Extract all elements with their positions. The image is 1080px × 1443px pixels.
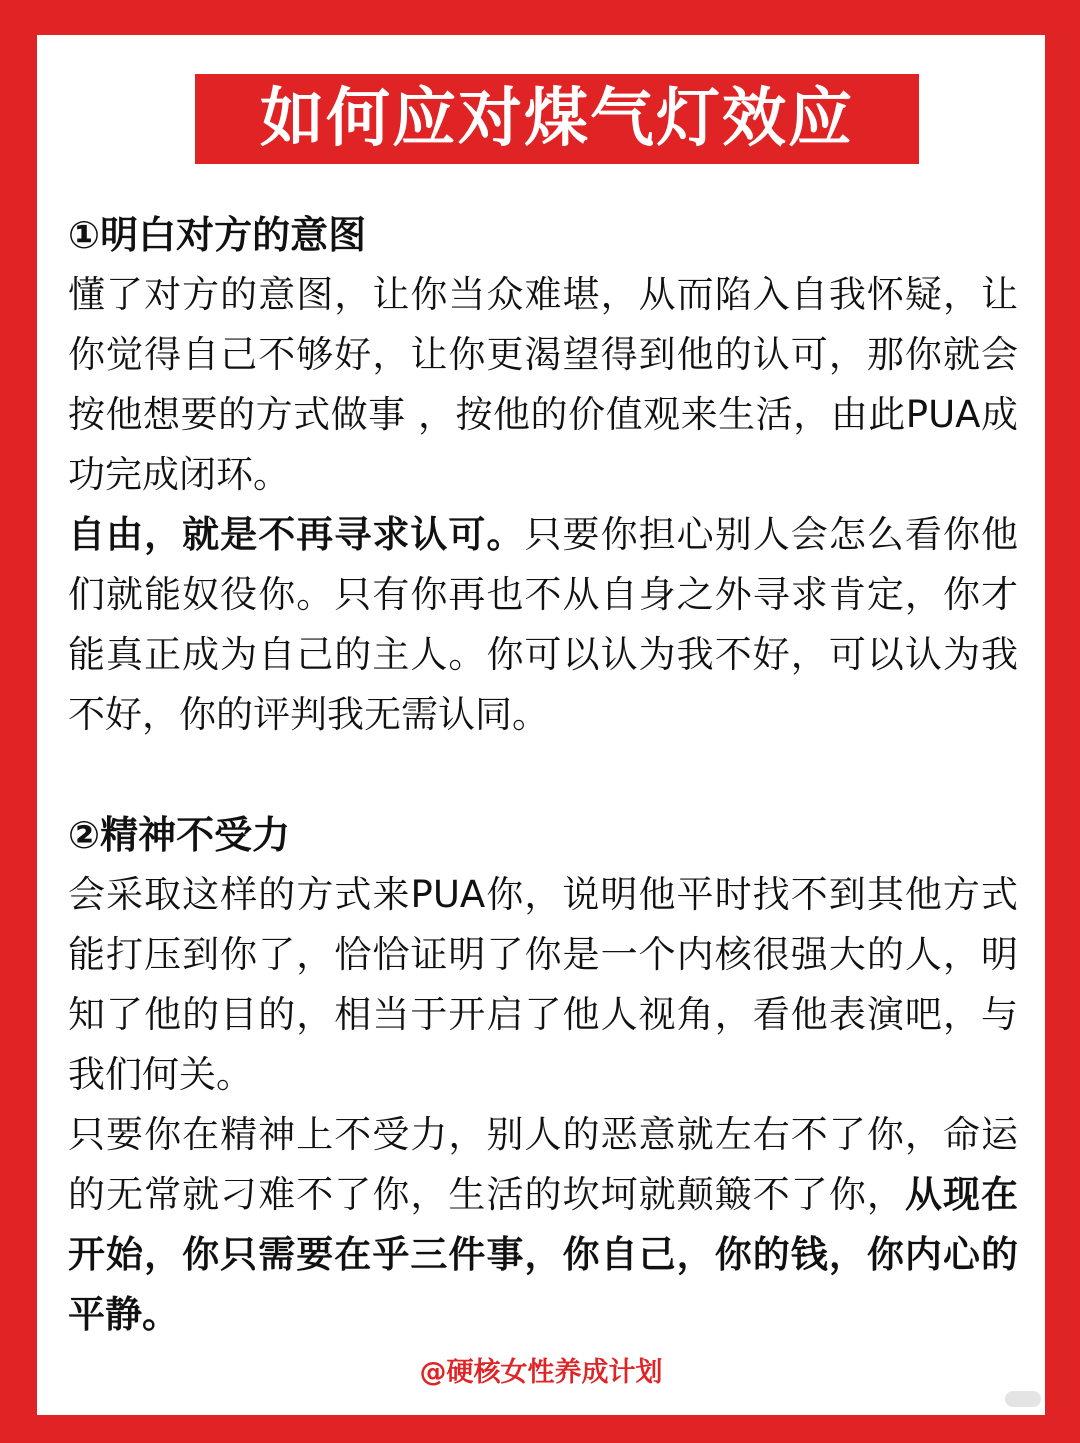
watermark-badge (1005, 1391, 1041, 1407)
author-handle: @硬核女性养成计划 (419, 1357, 663, 1388)
section-1-paragraph-2-text: 只要你担心别人会怎么看你他们就能奴役你。只有你再也不从自身之外寻求肯定，你才能真正成为自己的主人。你可以认为我不好，可以认为我不好，你的评判我无需认同。 (68, 513, 1018, 736)
section-2-heading: ②精神不受力 (68, 813, 291, 857)
title-banner (195, 74, 919, 164)
article-body (68, 205, 1018, 1345)
section-1-heading: ①明白对方的意图 (68, 213, 367, 257)
section-2-paragraph-2-text: 只要你在精神上不受力，别人的恶意就左右不了你，命运的无常就刁难不了你，生活的坎坷就颠簸不了你， (68, 1113, 1018, 1216)
section-2-paragraph-1: 会采取这样的方式来PUA你，说明他平时找不到其他方式能打压到你了，恰恰证明了你是一个内核很强大的人，明知了他的目的，相当于开启了他人视角，看他表演吧，与我们何关。 (68, 873, 1018, 1096)
section-spacer (68, 745, 1018, 805)
section-2-highlight: 从现在开始，你只需要在乎三件事，你自己，你的钱，你内心的平静。 (68, 1173, 1019, 1336)
section-1-paragraph-2 (68, 505, 1018, 745)
page-title: 如何应对煤气灯效应 (260, 82, 854, 156)
content-card (37, 35, 1045, 1415)
section-1-highlight: 自由，就是不再寻求认可。 (68, 513, 525, 556)
section-2-paragraph-2 (68, 1105, 1018, 1345)
section-1-paragraph-1: 懂了对方的意图，让你当众难堪，从而陷入自我怀疑，让你觉得自己不够好，让你更渴望得到他的认可，那你就会按他想要的方式做事 ，按他的价值观来生活，由此PUA成功完成闭环。 (68, 273, 1018, 496)
